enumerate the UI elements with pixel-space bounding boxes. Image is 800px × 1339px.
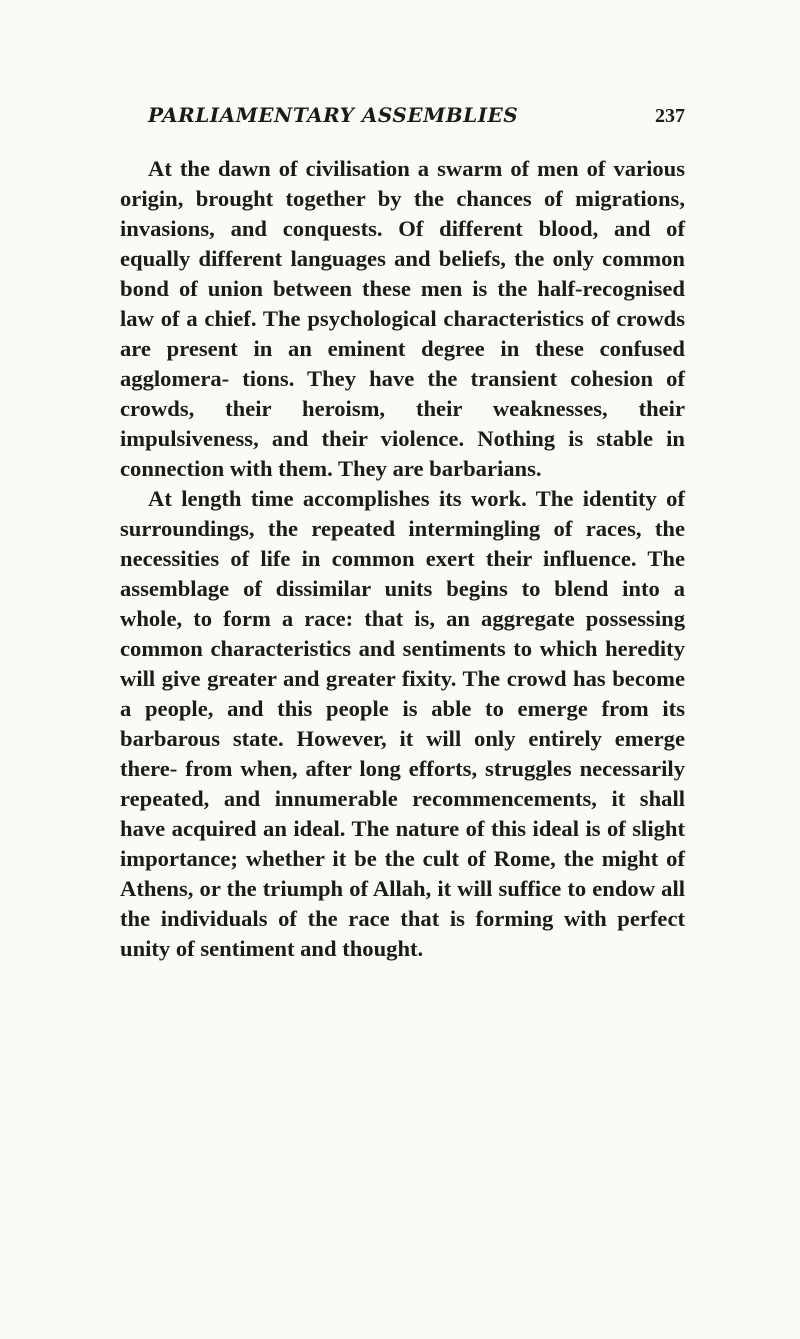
page-number: 237 <box>655 105 685 127</box>
paragraph-1: At the dawn of civilisation a swarm of men of various origin, brought together by the chances of migrations, invasions, and conquests. Of different blood, and of equally different languages and beliefs, the only common bond of union between these men is the half-recognised law of a chief. The psychological characteristics of crowds are present in an eminent degree in these confused agglomera- tions. They have the transient cohesion of crowds, their heroism, their weaknesses, their impulsiveness, and their violence. Nothing is stable in connection with them. They are barbarians. <box>120 156 685 481</box>
paragraph-2: At length time accomplishes its work. The identity of surroundings, the repeated intermingling of races, the necessities of life in common exert their influence. The assemblage of dissimilar units begins to blend into a whole, to form a race: that is, an aggregate possessing common characteristics and sentiments to which heredity will give greater and greater fixity. The crowd has become a people, and this people is able to emerge from its barbarous state. However, it will only entirely emerge there- from when, after long efforts, struggles necessarily repeated, and innumerable recommencements, it shall have acquired an ideal. The nature of this ideal is of slight importance; whether it be the cult of Rome, the might of Athens, or the triumph of Allah, it will suffice to endow all the individuals of the race that is forming with perfect unity of sentiment and thought. <box>120 486 685 961</box>
running-head <box>120 103 685 137</box>
running-title: PARLIAMENTARY ASSEMBLIES <box>148 103 519 127</box>
body-text <box>120 154 685 964</box>
